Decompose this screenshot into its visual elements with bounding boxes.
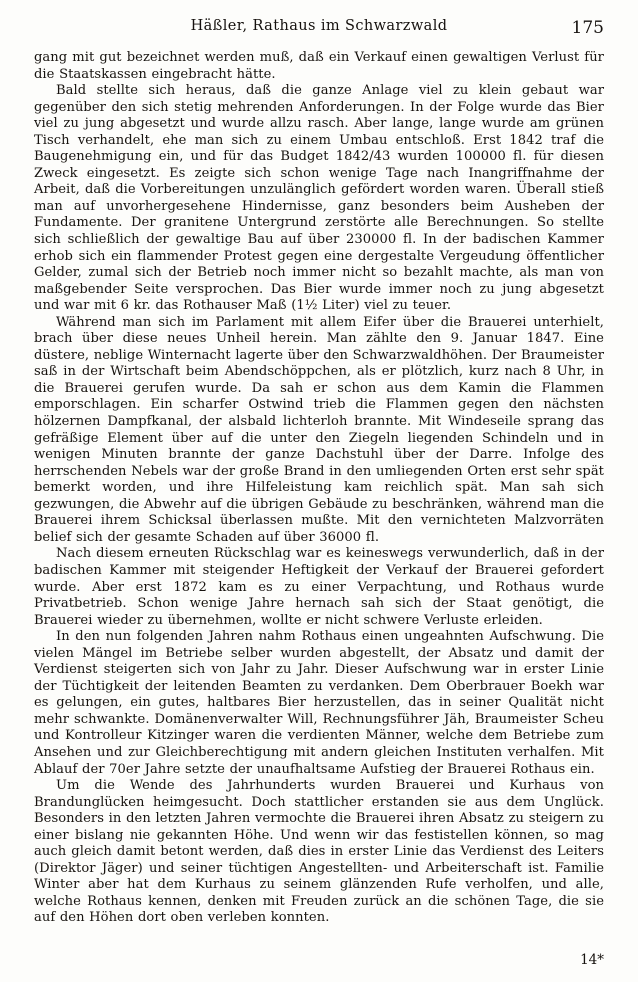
page-body: [34, 50, 604, 927]
paragraph: Nach diesem erneuten Rückschlag war es keineswegs verwunderlich, daß in der badischen Kammer mit steigender Heftigkeit der Verkauf der Brauerei gefordert wurde. Aber erst 1872 kam es zu einer Verpachtung, und Rothaus wurde Privatbetrieb. Schon wenige Jahre hernach sah sich der Staat genötigt, die Brauerei wieder zu übernehmen, wollte er nicht schwere Verluste erleiden.: [34, 546, 604, 628]
paragraph: gang mit gut bezeichnet werden muß, daß ein Verkauf einen gewaltigen Verlust für die Staatskassen eingebracht hätte.: [34, 50, 604, 82]
running-title: Häßler, Rathaus im Schwarzwald: [190, 18, 448, 34]
signature-mark: 14*: [580, 952, 604, 968]
paragraph: Um die Wende des Jahrhunderts wurden Brauerei und Kurhaus von Brandunglücken heimgesucht. Doch stattlicher erstanden sie aus dem Unglück. Besonders in den letzten Jahren vermochte die Brauerei ihren Absatz zu steigern zu einer bislang nie gekannten Höhe. Und wenn wir das festistellen können, so mag auch gleich damit betont werden, daß dies in erster Linie das Verdienst des Leiters (Direktor Jäger) und seiner tüchtigen Angestellten- und Arbeiterschaft ist. Familie Winter aber hat dem Kurhaus zu seinem glänzenden Rufe verholfen, und alle, welche Rothaus kennen, denken mit Freuden zurück an die schönen Tage, die sie auf den Höhen dort oben verleben konnten.: [34, 778, 604, 926]
page-header: [34, 18, 604, 44]
paragraph: Bald stellte sich heraus, daß die ganze Anlage viel zu klein gebaut war gegenüber den sich stetig mehrenden Anforderungen. In der Folge wurde das Bier viel zu jung abgesetzt und wurde allzu rasch. Aber lange, lange wurde am grünen Tisch verhandelt, ehe man sich zu einem Umbau entschloß. Erst 1842 traf die Baugenehmigung ein, und für das Budget 1842/43 wurden 100000 fl. für diesen Zweck eingesetzt. Es zeigte sich schon wenige Tage nach Inangriffnahme der Arbeit, daß die Vorbereitungen unzulänglich gefördert worden waren. Überall stieß man auf unvorhergesehene Hindernisse, ganz besonders beim Ausheben der Fundamente. Der granitene Untergrund zerstörte alle Berechnungen. So stellte sich schließlich der gewaltige Bau auf über 230000 fl. In der badischen Kammer erhob sich ein flammender Protest gegen eine dergestalte Vergeudung öffentlicher Gelder, zumal sich der Betrieb noch immer nicht so bezahlt machte, als man von maßgebender Seite versprochen. Das Bier wurde immer noch zu jung abgesetzt und war mit 6 kr. das Rothauser Maß (1½ Liter) viel zu teuer.: [34, 83, 604, 314]
paragraph: In den nun folgenden Jahren nahm Rothaus einen ungeahnten Aufschwung. Die vielen Mängel im Betriebe selber wurden abgestellt, der Absatz und damit der Verdienst steigerten sich von Jahr zu Jahr. Dieser Aufschwung war in erster Linie der Tüchtigkeit der leitenden Beamten zu verdanken. Dem Oberbrauer Boekh war es gelungen, ein gutes, haltbares Bier herzustellen, das in seiner Qualität nicht mehr schwankte. Domänenverwalter Will, Rechnungsführer Jäh, Braumeister Scheu und Kontrolleur Kitzinger waren die verdienten Männer, welche dem Betriebe zum Ansehen und zur Gleichberechtigung mit andern gleichen Instituten verhalfen. Mit Ablauf der 70er Jahre setzte der unaufhaltsame Aufstieg der Brauerei Rothaus ein.: [34, 629, 604, 777]
paragraph: Während man sich im Parlament mit allem Eifer über die Brauerei unterhielt, brach über diese neues Unheil herein. Man zählte den 9. Januar 1847. Eine düstere, neblige Winternacht lagerte über den Schwarzwaldhöhen. Der Braumeister saß in der Wirtschaft beim Abendschöppchen, als er plötzlich, kurz nach 8 Uhr, in die Brauerei gerufen wurde. Da sah er schon aus dem Kamin die Flammen emporschlagen. Ein scharfer Ostwind trieb die Flammen gegen den nächsten hölzernen Dampfkanal, der alsbald lichterloh brannte. Mit Windeseile sprang das gefräßige Element über auf die unter den Ziegeln liegenden Schindeln und in wenigen Minuten brannte der ganze Dachstuhl über der Darre. Infolge des herrschenden Nebels war der große Brand in den umliegenden Orten erst sehr spät bemerkt worden, und ihre Hilfeleistung kam reichlich spät. Man sah sich gezwungen, die Abwehr auf die übrigen Gebäude zu beschränken, während man die Brauerei ihrem Schicksal überlassen mußte. Mit den vernichteten Malzvorräten belief sich der gesamte Schaden auf über 36000 fl.: [34, 314, 604, 545]
page-number: 175: [571, 18, 604, 38]
